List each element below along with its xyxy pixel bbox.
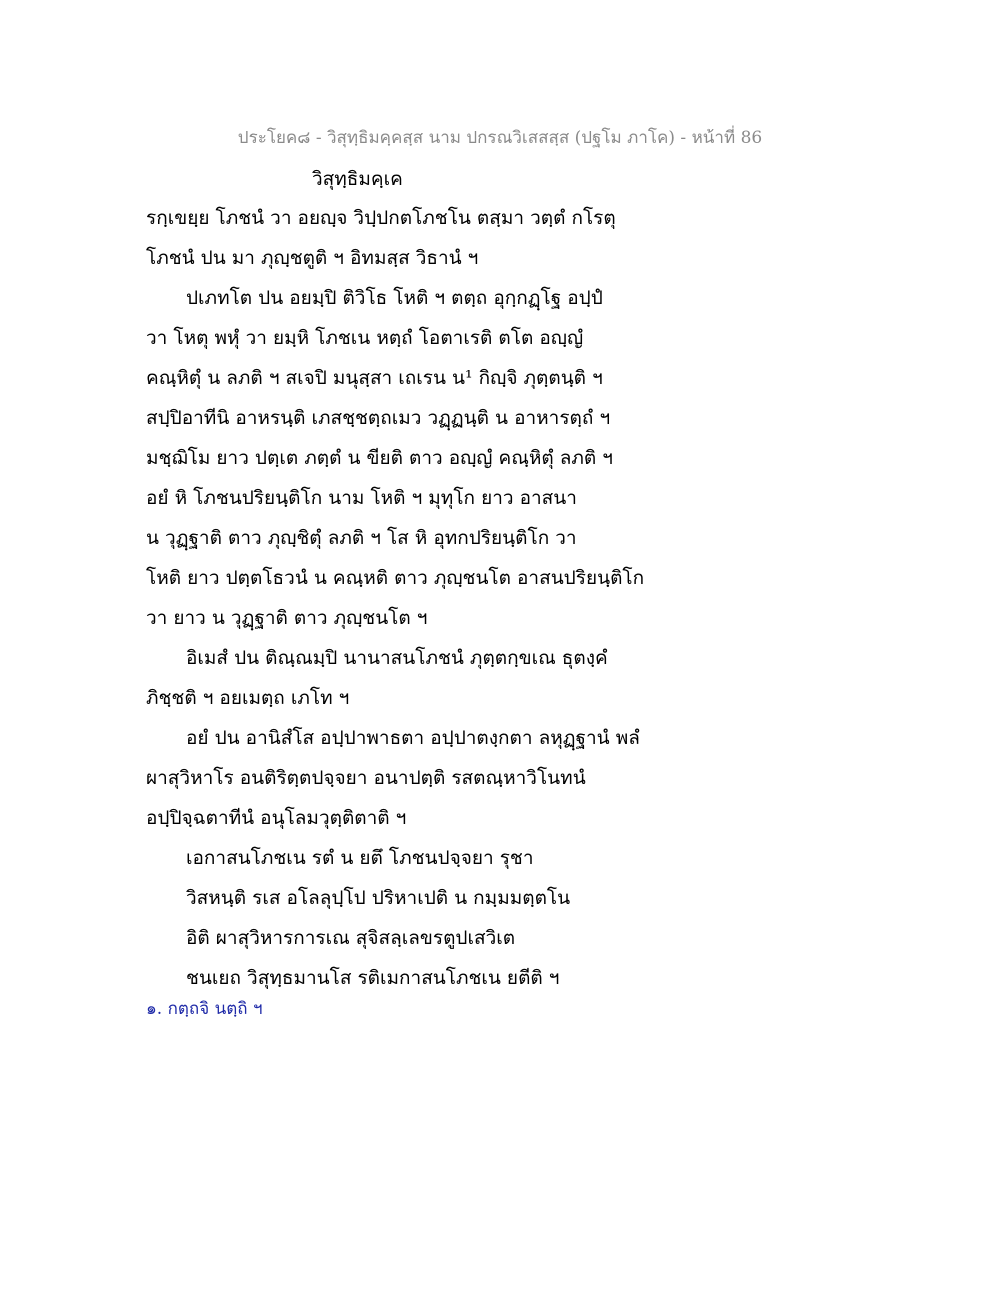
text-line-9: น วุฏฺฐาติ ตาว ภุญฺชิตุํ ลภติ ฯ โส หิ อุทกปริยนฺติโก วา xyxy=(146,527,577,549)
section-subtitle: วิสุทฺธิมคฺเค xyxy=(312,168,403,190)
text-line-1: รกฺเขยฺย โภชนํ วา อยญฺจ วิปฺปกตโภชโน ตสฺมา วตฺตํ กโรตุ xyxy=(146,207,616,229)
running-header: ประโยค๘ - วิสุทฺธิมคฺคสฺส นาม ปกรณวิเสสสฺส (ปฐโม ภาโค) - หน้าที่ 86 xyxy=(237,128,763,148)
text-line-5: คณฺหิตุํ น ลภติ ฯ สเจปิ มนุสฺสา เถเรน น¹ กิญฺจิ ภุตฺตนฺติ ฯ xyxy=(146,367,603,389)
text-line-6: สปฺปิอาทีนิ อาหรนฺติ เภสชฺชตฺถเมว วฏฺฏนฺติ น อาหารตฺถํ ฯ xyxy=(146,407,611,429)
text-line-15: ผาสุวิหาโร อนติริตฺตปจฺจยา อนาปตฺติ รสตณฺหาวิโนทนํ xyxy=(146,767,586,789)
text-line-7: มชฺฌิโม ยาว ปตฺเต ภตฺตํ น ขียติ ตาว อญฺญํ คณฺหิตุํ ลภติ ฯ xyxy=(146,447,613,469)
body-text xyxy=(146,203,706,1003)
footnote: ๑. กตฺถจิ นตฺถิ ฯ xyxy=(146,999,263,1019)
text-line-11: วา ยาว น วุฏฺฐาติ ตาว ภุญฺชนโต ฯ xyxy=(146,607,428,629)
verse-line-2: วิสหนฺติ รเส อโลลุปฺโป ปริหาเปติ น กมฺมมตฺตโน xyxy=(186,887,571,909)
text-line-10: โหติ ยาว ปตฺตโธวนํ น คณฺหติ ตาว ภุญฺชนโต อาสนปริยนฺติโก xyxy=(146,567,645,589)
text-line-2: โภชนํ ปน มา ภุญฺชตูติ ฯ อิทมสฺส วิธานํ ฯ xyxy=(146,247,479,269)
verse-line-1: เอกาสนโภชเน รตํ น ยตึ โภชนปจฺจยา รุชา xyxy=(186,847,534,869)
text-line-12: อิเมสํ ปน ติณฺณมฺปิ นานาสนโภชนํ ภุตฺตกฺขเณ ธุตงฺคํ xyxy=(186,647,608,669)
text-line-14: อยํ ปน อานิสํโส อปฺปาพาธตา อปฺปาตงฺกตา ลหุฏฺฐานํ พลํ xyxy=(186,727,640,749)
text-line-8: อยํ หิ โภชนปริยนฺติโก นาม โหติ ฯ มุทุโก ยาว อาสนา xyxy=(146,487,577,509)
text-line-4: วา โหตุ พหุํ วา ยมฺหิ โภชเน หตฺถํ โอตาเรติ ตโต อญฺญํ xyxy=(146,327,584,349)
text-line-13: ภิชฺชติ ฯ อยเมตฺถ เภโท ฯ xyxy=(146,687,350,709)
verse-line-4: ชนเยถ วิสุทฺธมานโส รติเมกาสนโภชเน ยตีติ ฯ xyxy=(186,967,560,989)
text-line-3: ปเภทโต ปน อยมฺปิ ติวิโธ โหติ ฯ ตตฺถ อุกฺกฏฺโฐ อปฺปํ xyxy=(186,287,603,309)
text-line-16: อปฺปิจฺฉตาทีนํ อนุโลมวุตฺติตาติ ฯ xyxy=(146,807,407,829)
verse-line-3: อิติ ผาสุวิหารการเณ สุจิสลฺเลขรตูปเสวิเต xyxy=(186,927,516,949)
